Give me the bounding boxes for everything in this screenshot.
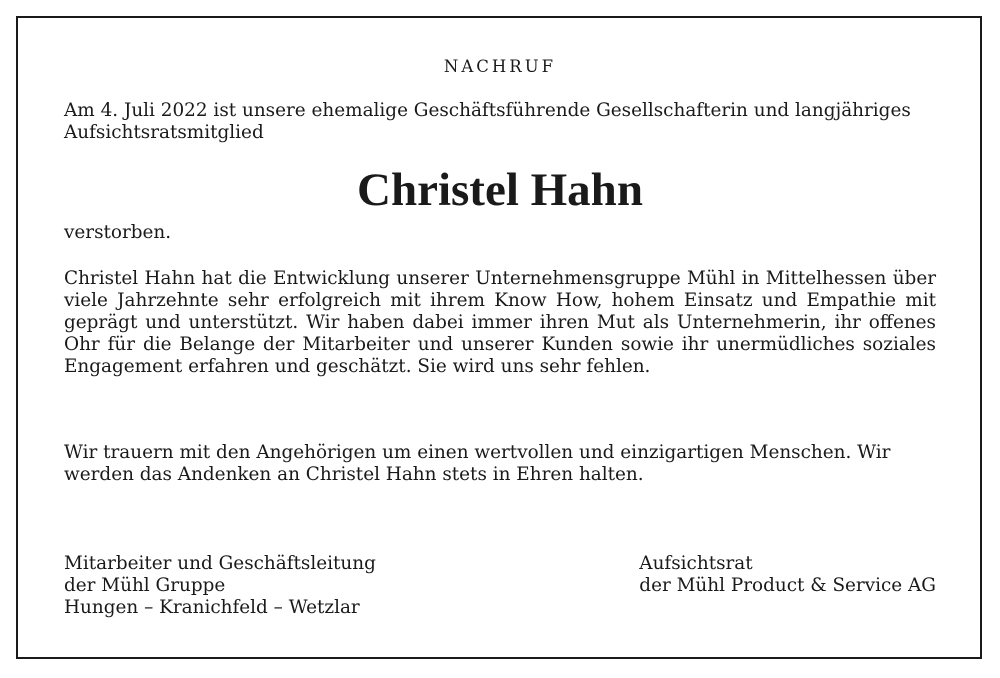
closing-text: Wir trauern mit den Angehörigen um einen wertvollen und einzigartigen Menschen. Wir werden das Andenken an Christel Hahn stets in Ehren halten.	[64, 442, 891, 485]
signature-right-line: der Mühl Product & Service AG	[639, 575, 936, 596]
signature-left	[64, 553, 376, 619]
body-text: Christel Hahn hat die Entwicklung unserer Unternehmensgruppe Mühl in Mittelhessen über viele Jahrzehnte sehr erfolgreich mit ihrem Know How, hohem Einsatz und Empathie mit geprägt und unterstützt. Wir haben dabei immer ihren Mut als Unternehmerin, ihr offenes Ohr für die Belange der Mitarbeiter und unserer Kunden sowie ihr unermüdliches soziales Engagement erfahren und geschätzt. Sie wird uns sehr fehlen.	[64, 268, 936, 377]
intro-text: Am 4. Juli 2022 ist unsere ehemalige Geschäftsführende Gesellschafterin und langjähriges Aufsichtsratsmitglied	[64, 100, 911, 143]
signature-right	[639, 553, 936, 619]
signatures	[64, 553, 936, 619]
signature-left-line: Mitarbeiter und Geschäftsleitung	[64, 553, 376, 574]
obituary-content	[64, 56, 936, 486]
signature-left-line: der Mühl Gruppe	[64, 575, 226, 596]
deceased-name: Christel Hahn	[357, 164, 643, 216]
obituary-heading: NACHRUF	[443, 57, 557, 76]
signature-right-line: Aufsichtsrat	[639, 553, 753, 574]
after-name-text: verstorben.	[64, 222, 172, 243]
signature-left-line: Hungen – Kranichfeld – Wetzlar	[64, 597, 360, 618]
